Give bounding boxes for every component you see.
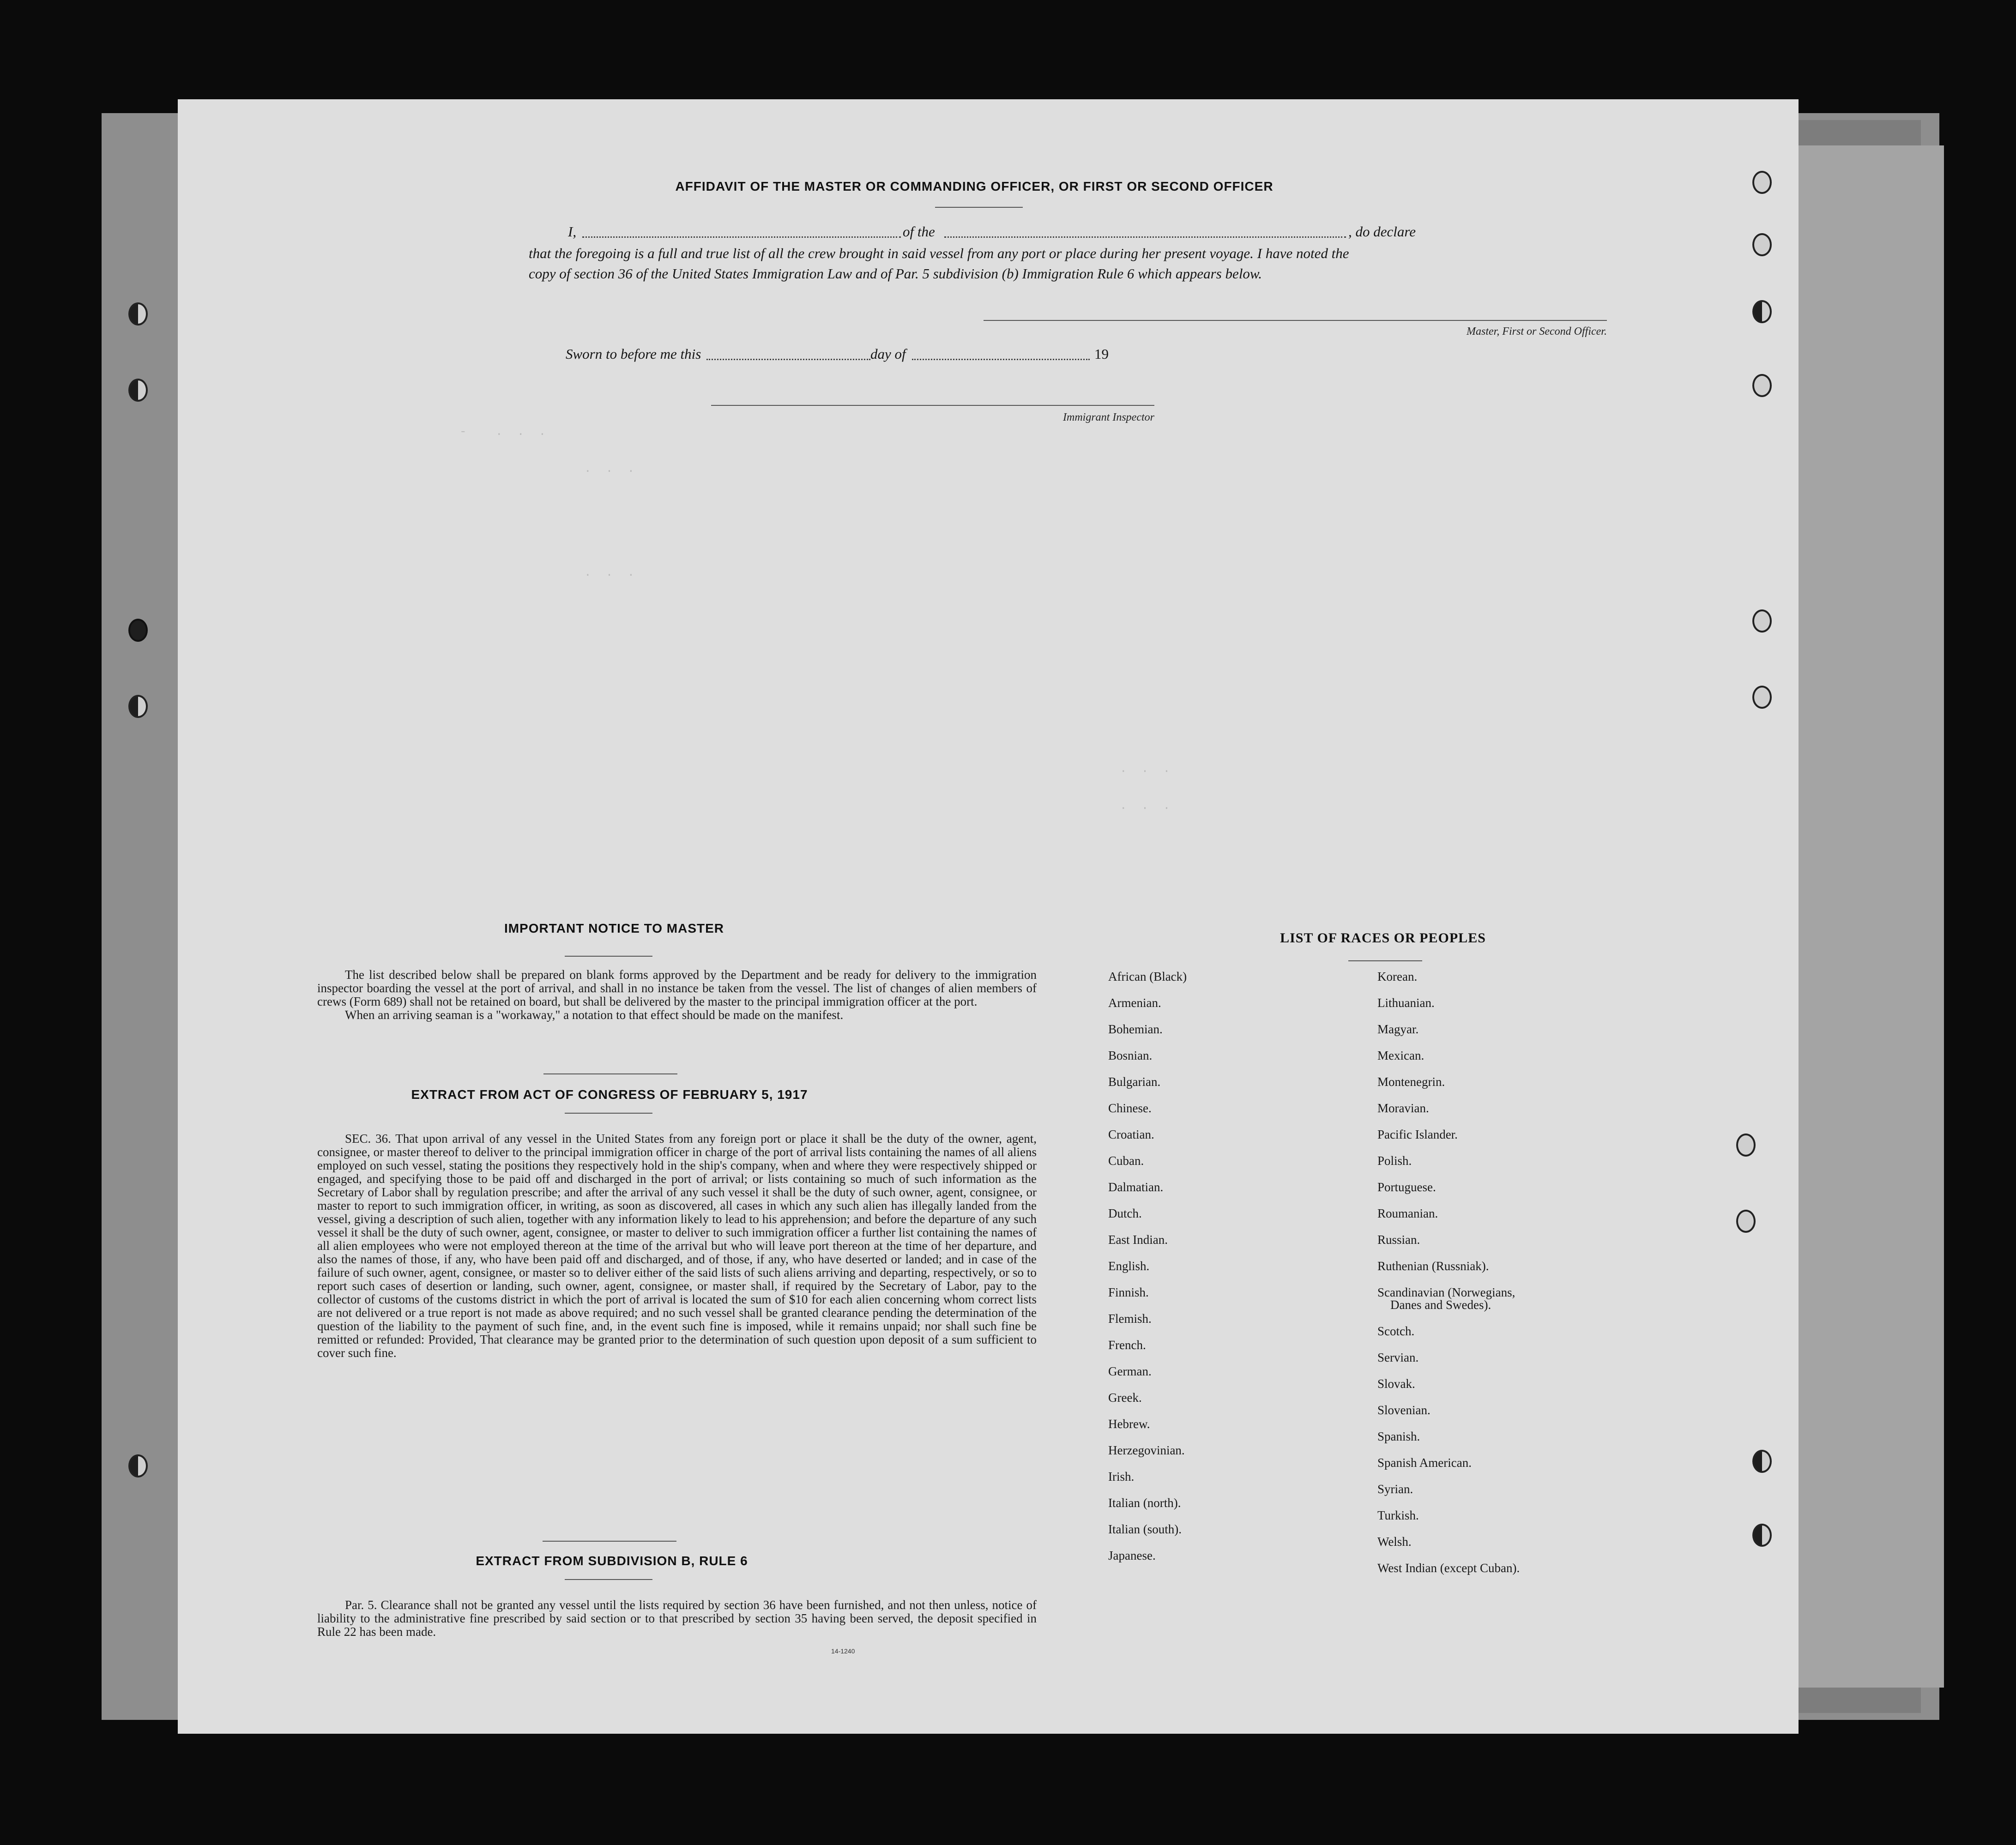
race-item: Welsh.: [1377, 1535, 1412, 1549]
binder-hole: [1752, 1450, 1772, 1473]
sworn-prefix: Sworn to before me this: [566, 346, 701, 362]
affidavit-i: I,: [568, 223, 577, 240]
race-item: Servian.: [1377, 1351, 1419, 1364]
race-item: Lithuanian.: [1377, 996, 1435, 1010]
vessel-blank: [944, 236, 1346, 238]
race-item: Dutch.: [1108, 1206, 1142, 1220]
divider: [543, 1541, 676, 1542]
race-item: Turkish.: [1377, 1508, 1419, 1522]
bleed-through-mark: . . .: [1120, 799, 1171, 813]
race-item: Cuban.: [1108, 1154, 1144, 1168]
race-item: Spanish American.: [1377, 1456, 1472, 1470]
race-item: Flemish.: [1108, 1312, 1152, 1326]
races-column-2: [1377, 970, 1636, 1671]
race-item: Japanese.: [1108, 1549, 1156, 1562]
divider: [565, 1113, 652, 1114]
binder-hole: [128, 695, 148, 718]
par-5-text: Par. 5. Clearance shall not be granted any vessel until the lists required by section 36 have been furnished, and not then unless, notice of liability to the administrative fine prescribed by said section or to that prescribed by section 35 having been served, the deposit specified in Rule 22 has been made.: [317, 1598, 1037, 1639]
race-item: Russian.: [1377, 1233, 1420, 1247]
race-item: Pacific Islander.: [1377, 1128, 1458, 1141]
divider: [565, 956, 652, 957]
binder-hole: [128, 302, 148, 326]
race-item: Scotch.: [1377, 1324, 1415, 1338]
extract-rule-title: EXTRACT FROM SUBDIVISION B, RULE 6: [476, 1554, 748, 1568]
day-blank: [706, 359, 870, 360]
extract-act-body: [317, 1132, 1037, 1360]
race-item: Irish.: [1108, 1470, 1135, 1483]
race-item: Mexican.: [1377, 1049, 1424, 1062]
affidavit-line2: that the foregoing is a full and true list of all the crew brought in said vessel from any port or place during her present voyage. I have noted the: [529, 245, 1349, 261]
race-item: German.: [1108, 1364, 1152, 1378]
signature-line: [984, 320, 1607, 321]
bleed-through-mark: - . . .: [459, 425, 546, 439]
binder-hole: [128, 619, 148, 642]
form-page: [178, 99, 1799, 1734]
race-item: West Indian (except Cuban).: [1377, 1561, 1520, 1575]
race-item: Roumanian.: [1377, 1206, 1438, 1220]
notice-paragraph: When an arriving seaman is a "workaway," a notation to that effect should be made on the manifest.: [345, 1008, 844, 1022]
races-title: LIST OF RACES OR PEOPLES: [1280, 930, 1486, 946]
binder-hole: [1752, 374, 1772, 397]
notice-paragraph: The list described below shall be prepared on blank forms approved by the Department and be ready for delivery to the immigration inspector boarding the vessel at the port of arrival, and shall in no instance be taken from the vessel. The list of changes of alien members of crews (Form 689) shall not be retained on board, but shall be delivered by the master to the principal immigration officer at the port.: [317, 968, 1037, 1008]
name-blank: [582, 236, 901, 238]
race-item: Portuguese.: [1377, 1180, 1436, 1194]
race-item: Italian (south).: [1108, 1522, 1182, 1536]
race-item: Syrian.: [1377, 1482, 1413, 1496]
race-item: Herzegovinian.: [1108, 1443, 1185, 1457]
binder-hole: [128, 379, 148, 402]
races-column-1: [1108, 970, 1348, 1671]
month-blank: [912, 359, 1090, 360]
race-item: Polish.: [1377, 1154, 1412, 1168]
race-item: East Indian.: [1108, 1233, 1168, 1247]
binder-hole: [1752, 1524, 1772, 1547]
extract-act-title: EXTRACT FROM ACT OF CONGRESS OF FEBRUARY 5, 1917: [411, 1087, 808, 1102]
race-item: Hebrew.: [1108, 1417, 1150, 1431]
binder-hole: [1752, 300, 1772, 323]
inspector-label: Immigrant Inspector: [1063, 411, 1154, 423]
race-item: Italian (north).: [1108, 1496, 1181, 1510]
race-item: Bulgarian.: [1108, 1075, 1161, 1089]
race-item: Armenian.: [1108, 996, 1161, 1010]
sworn-day-of: day of: [870, 346, 906, 362]
race-item: Spanish.: [1377, 1429, 1420, 1443]
race-item: Magyar.: [1377, 1022, 1419, 1036]
bleed-through-mark: . . .: [584, 566, 635, 579]
notice-title: IMPORTANT NOTICE TO MASTER: [504, 921, 724, 935]
divider: [543, 1073, 677, 1074]
binder-hole: [1752, 686, 1772, 709]
race-item: African (Black): [1108, 970, 1187, 983]
section-36-text: SEC. 36. That upon arrival of any vessel in the United States from any foreign port or place it shall be the duty of the owner, agent, consignee, or master thereof to deliver to the principal immigration officer in charge of the port of arrival lists containing the names of all aliens employed on such vessel, stating the positions they respectively hold in the ship's company, when and where they were respectively shipped or engaged, and specifying those to be paid off and discharged in the port of arrival; or lists containing so much of such information as the Secretary of Labor shall by regulation prescribe; and after the arrival of any such vessel it shall be the duty of such owner, agent, consignee, or master to report to such immigration officer, in writing, as soon as discovered, all cases in which any such alien has illegally landed from the vessel, giving a description of such alien, together with any information likely to lead to his apprehension; and before the departure of any such vessel it shall be the duty of such owner, agent, consignee, or master to deliver to such immigration officer a further list containing the names of all alien employees who were not employed thereon at the time of the arrival but who will leave port thereon at the time of her departure, and also the names of those, if any, who have been paid off and discharged, and of those, if any, who have deserted or landed; and in case of the failure of such owner, agent, consignee, or master so to deliver either of the said lists of such aliens arriving and departing, respectively, or so to report such cases of desertion or landing, such owner, agent, consignee, or master shall, if required by the Secretary of Labor, pay to the collector of customs of the customs district in which the port of arrival is located the sum of $10 for each alien concerning whom correct lists are not delivered or a true report is not made as above required; and no such vessel shall be granted clearance pending the determination of the question of the liability to the payment of such fine, and, in the event such fine is imposed, while it remains unpaid; nor shall such fine be remitted or refunded: Provided, That clearance may be granted prior to the determination of such question upon deposit of a sum sufficient to cover such fine.: [317, 1132, 1037, 1360]
race-item: Korean.: [1377, 970, 1418, 983]
race-item: Bosnian.: [1108, 1049, 1153, 1062]
race-item: Croatian.: [1108, 1128, 1154, 1141]
inspector-signature-line: [711, 405, 1154, 406]
affidavit-declare: , do declare: [1348, 223, 1416, 240]
race-item: Moravian.: [1377, 1101, 1429, 1115]
binder-hole: [1736, 1134, 1756, 1157]
race-item: Slovak.: [1377, 1377, 1415, 1391]
race-item: Bohemian.: [1108, 1022, 1163, 1036]
binder-hole: [1752, 609, 1772, 633]
affidavit-title: AFFIDAVIT OF THE MASTER OR COMMANDING OFFICER, OR FIRST OR SECOND OFFICER: [675, 179, 1274, 193]
race-item: Slovenian.: [1377, 1403, 1431, 1417]
divider: [935, 207, 1023, 208]
divider: [565, 1579, 652, 1580]
affidavit-line3: copy of section 36 of the United States Immigration Law and of Par. 5 subdivision (b) Immigration Rule 6 which appears below.: [529, 265, 1262, 282]
divider: [1348, 960, 1422, 961]
signature-label: Master, First or Second Officer.: [1467, 326, 1607, 338]
race-item: Montenegrin.: [1377, 1075, 1445, 1089]
binder-hole: [1736, 1210, 1756, 1233]
race-item: Ruthenian (Russniak).: [1377, 1259, 1489, 1273]
sheet-edge: [1792, 145, 1944, 1688]
race-item: French.: [1108, 1338, 1146, 1352]
race-item: Finnish.: [1108, 1285, 1149, 1299]
bleed-through-mark: . . .: [584, 462, 635, 476]
binder-hole: [1752, 233, 1772, 256]
race-item: Scandinavian (Norwegians,: [1377, 1285, 1515, 1299]
affidavit-of-the: of the: [903, 223, 935, 240]
race-item: Dalmatian.: [1108, 1180, 1164, 1194]
race-item: Greek.: [1108, 1391, 1142, 1405]
sworn-year: 19: [1094, 346, 1109, 362]
race-item: English.: [1108, 1259, 1150, 1273]
race-item: Chinese.: [1108, 1101, 1152, 1115]
notice-body: [317, 968, 1037, 1022]
form-number: 14-1240: [831, 1647, 855, 1655]
race-item: Danes and Swedes).: [1390, 1298, 1491, 1312]
binder-hole: [128, 1454, 148, 1477]
extract-rule-body: [317, 1598, 1037, 1639]
bleed-through-mark: . . .: [1120, 762, 1171, 776]
